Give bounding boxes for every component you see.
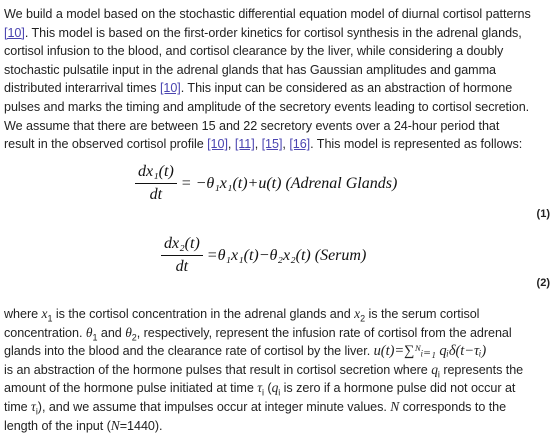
text-line	[4, 379, 523, 398]
variable-theta: θ	[125, 324, 132, 340]
text-line	[4, 305, 523, 324]
article-body	[4, 0, 554, 441]
subscript: i	[278, 387, 281, 398]
equation-rhs: =θ₁x₁(t)−θ₂x₂(t) (Serum)	[206, 246, 367, 264]
text-line	[4, 24, 531, 43]
equation-2-body	[161, 235, 366, 276]
separator: ,	[282, 137, 290, 152]
subscript: i	[35, 406, 38, 417]
subscript: 2	[131, 332, 137, 343]
text-line: pulses and marks the timing and amplitude of the secretory events leading to cortisol secretion.	[4, 99, 530, 114]
text-span: is the cortisol concentration in the adrenal glands and	[52, 307, 355, 321]
variable-q: q	[431, 361, 438, 377]
variable-tau: τ	[31, 398, 36, 414]
text-span: is zero if a hormone pulse did not occur at	[280, 381, 516, 396]
text-span: . This model is based on the first-order kinetics for cortisol synthesis in the adrenal glands,	[24, 25, 522, 40]
citation-link-16[interactable]: [16]	[289, 137, 311, 152]
intro-paragraph	[4, 5, 531, 154]
text-line	[4, 342, 523, 361]
separator: ,	[227, 137, 235, 152]
variable-x: x	[354, 306, 361, 321]
citation-link-10[interactable]: [10]	[207, 137, 228, 152]
equation-number: (2)	[536, 277, 550, 289]
text-span: =1440).	[119, 418, 163, 433]
text-line: We assume that there are between 15 and 22 secretory events over a 24-hour period that	[4, 118, 500, 133]
equation-1-body	[135, 163, 397, 204]
fraction-denominator: dt	[175, 258, 189, 275]
subscript: 1	[92, 332, 98, 343]
text-span: ), and we assume that impulses occur at integer minute values.	[37, 399, 391, 414]
definitions-paragraph	[4, 305, 523, 435]
variable-tau: τ	[257, 380, 263, 396]
text-span: length of the input (	[4, 418, 111, 433]
citation-link-10[interactable]: [10]	[4, 25, 25, 40]
derivative-fraction	[161, 235, 203, 276]
variable-n: N	[110, 417, 120, 433]
text-span: amount of the hormone pulse initiated at time	[4, 381, 258, 396]
text-span: glands into the blood and the clearance rate of cortisol by the liver.	[4, 344, 374, 359]
subscript: 2	[360, 313, 366, 324]
variable-n: N	[390, 398, 400, 414]
derivative-fraction	[135, 163, 177, 204]
equation-number: (1)	[536, 208, 550, 220]
separator: ,	[254, 137, 262, 152]
text-span: (	[263, 381, 272, 396]
subscript: i	[437, 369, 440, 380]
citation-link-15[interactable]: [15]	[261, 137, 283, 152]
text-span: is the serum cortisol	[365, 307, 480, 321]
text-span: . This model is represented as follows:	[310, 137, 523, 152]
fraction-numerator: dx₂(t)	[161, 235, 203, 256]
equation-rhs: = −θ₁x₁(t)+u(t) (Adrenal Glands)	[180, 174, 398, 192]
text-line	[4, 324, 523, 343]
text-line: stochastic pulsatile input in the adrenal glands that has Gaussian amplitudes and gamma	[4, 62, 497, 77]
text-line	[4, 417, 523, 436]
variable-q: q	[271, 380, 279, 396]
text-span: where	[4, 307, 42, 321]
equation-1	[4, 163, 552, 220]
text-line	[4, 135, 531, 154]
text-span: . This input can be considered as an abstraction of hormone	[180, 81, 513, 96]
text-span: distributed interarrival times	[4, 81, 160, 96]
equation-2	[4, 235, 552, 290]
citation-link-10[interactable]: [10]	[159, 81, 181, 96]
variable-x: x	[41, 306, 48, 321]
text-span: concentration.	[4, 325, 86, 340]
text-span: time	[4, 399, 32, 414]
text-line	[4, 79, 531, 98]
text-line: We build a model based on the stochastic differential equation model of diurnal cortisol patterns	[4, 7, 531, 21]
subscript: 1	[47, 313, 53, 324]
text-span: , respectively, represent the infusion rate of cortisol from the adrenal	[136, 325, 512, 340]
fraction-denominator: dt	[149, 186, 163, 203]
fraction-numerator: dx₁(t)	[135, 163, 177, 184]
text-span: result in the observed cortisol profile	[4, 137, 208, 152]
citation-link-11[interactable]: [11]	[234, 137, 255, 152]
text-span: represents the	[439, 362, 524, 377]
text-line: cortisol infusion to the blood, and cortisol clearance by the liver, while considering a doubly	[4, 44, 504, 59]
subscript: i	[262, 387, 264, 398]
variable-theta: θ	[85, 324, 93, 340]
text-span: and	[97, 325, 126, 340]
text-span: is an abstraction of the hormone pulses that result in cortisol secretion where	[4, 362, 432, 377]
text-span: corresponds to the	[399, 399, 507, 414]
inline-equation: u(t)=∑ᴺᵢ₌₁ qᵢδ(t−τᵢ)	[373, 343, 487, 360]
text-line	[4, 398, 523, 417]
text-line	[4, 361, 523, 380]
